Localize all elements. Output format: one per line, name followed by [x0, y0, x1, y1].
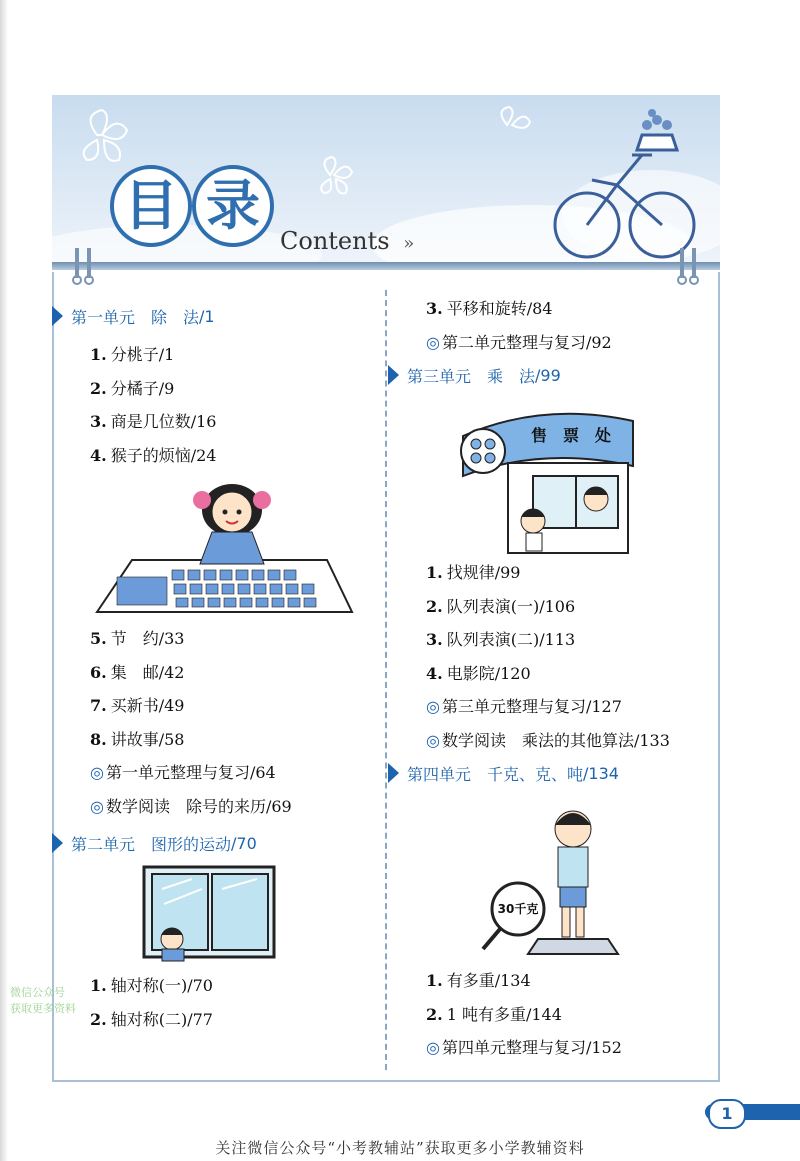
- entry-text: 1 吨有多重/144: [446, 1004, 562, 1024]
- entry-text: 数学阅读 乘法的其他算法/133: [441, 730, 670, 750]
- entry-number: 1.: [90, 345, 107, 364]
- entry-number: 1.: [426, 563, 443, 582]
- toc-entry[interactable]: [52, 439, 382, 473]
- ticket-office-illustration: [388, 391, 718, 556]
- toc-entry[interactable]: [52, 1003, 382, 1037]
- double-circle-icon: ◎: [426, 1038, 440, 1057]
- column-divider: [385, 290, 387, 1070]
- toc-entry[interactable]: [52, 405, 382, 439]
- girl-icon: [52, 472, 382, 622]
- toc-entry[interactable]: [52, 689, 382, 723]
- arrow-icon: [52, 306, 63, 326]
- arrow-icon: [388, 365, 399, 385]
- entry-number: 2.: [426, 1004, 443, 1024]
- entry-text: 买新书/49: [110, 696, 185, 715]
- entry-text: 第四单元整理与复习/152: [441, 1038, 622, 1057]
- entry-text: 第二单元整理与复习/92: [441, 332, 612, 352]
- entry-text: 平移和旋转/84: [446, 299, 553, 318]
- entry-text: 轴对称(二)/77: [110, 1009, 213, 1029]
- contents-subtitle: [280, 227, 414, 255]
- entry-number: 2.: [90, 1009, 107, 1029]
- toc-entry[interactable]: [388, 998, 718, 1032]
- toc-entry[interactable]: [388, 657, 718, 691]
- entry-number: 6.: [90, 662, 107, 682]
- entry-text: 电影院/120: [446, 663, 531, 683]
- entry-number: 4.: [426, 663, 443, 683]
- toc-entry[interactable]: [52, 372, 382, 406]
- entry-text: 轴对称(一)/70: [110, 976, 213, 995]
- toc-entry[interactable]: [52, 723, 382, 757]
- toc-entry[interactable]: [388, 292, 718, 326]
- entry-text: 分橘子/9: [110, 378, 175, 398]
- double-circle-icon: ◎: [426, 697, 440, 716]
- toc-entry[interactable]: [388, 623, 718, 657]
- boy-on-scale-illustration: [388, 789, 718, 964]
- toc-review-entry[interactable]: [52, 756, 382, 790]
- arrow-icon: [52, 833, 63, 853]
- header-banner: [52, 95, 720, 265]
- watermark-line: 微信公众号: [10, 986, 65, 999]
- double-circle-icon: ◎: [90, 796, 104, 816]
- entry-number: 7.: [90, 696, 107, 715]
- toc-entry[interactable]: [52, 338, 382, 372]
- ticket-office-sign: 售 票 处: [530, 426, 611, 445]
- toc-entry[interactable]: [388, 556, 718, 590]
- entry-text: 数学阅读 除号的来历/69: [105, 796, 292, 816]
- toc-entry[interactable]: [52, 656, 382, 690]
- unit-page: /99: [535, 365, 561, 385]
- unit-heading-1[interactable]: [52, 300, 382, 332]
- unit-heading-4[interactable]: [388, 757, 718, 789]
- entry-text: 队列表演(二)/113: [446, 630, 576, 649]
- unit-label: 第二单元 图形的运动: [71, 834, 232, 854]
- unit-page: /70: [231, 833, 257, 853]
- window-boy-illustration: [52, 859, 382, 969]
- left-column: [52, 300, 382, 1036]
- ticket-office-icon: [388, 391, 718, 556]
- toc-entry[interactable]: [52, 622, 382, 656]
- entry-number: 8.: [90, 729, 107, 749]
- watermark: [10, 985, 76, 1017]
- toc-entry[interactable]: [388, 590, 718, 624]
- toc-review-entry[interactable]: [52, 790, 382, 824]
- entry-number: 2.: [90, 378, 107, 398]
- entry-text: 节 约/33: [110, 629, 185, 648]
- double-circle-icon: ◎: [90, 763, 104, 782]
- title-char-mu: 目: [110, 165, 192, 247]
- entry-text: 找规律/99: [446, 563, 521, 582]
- footer-note: 关注微信公众号“小考教辅站”获取更多小学教辅资料: [215, 1139, 585, 1157]
- toc-review-entry[interactable]: [388, 690, 718, 724]
- girl-with-stamps-illustration: [52, 472, 382, 622]
- unit-label: 第三单元 乘 法: [407, 366, 536, 386]
- toc-review-entry[interactable]: [388, 326, 718, 360]
- unit-label: 第一单元 除 法: [71, 307, 200, 327]
- scale-reading-label: 30千克: [497, 902, 539, 916]
- boy-on-scale-icon: [388, 789, 718, 964]
- entry-number: 1.: [426, 971, 443, 990]
- entry-text: 分桃子/1: [110, 345, 175, 364]
- contents-label: Contents: [280, 227, 390, 255]
- entry-number: 5.: [90, 629, 107, 648]
- entry-number: 4.: [90, 445, 107, 465]
- double-circle-icon: ◎: [426, 332, 440, 352]
- page-edge: [0, 0, 8, 1161]
- unit-heading-2[interactable]: [52, 827, 382, 859]
- entry-text: 猴子的烦恼/24: [110, 445, 217, 465]
- window-icon: [52, 859, 382, 969]
- watermark-line: 获取更多资料: [10, 1002, 76, 1015]
- arrow-icon: [388, 763, 399, 783]
- entry-text: 讲故事/58: [110, 729, 185, 749]
- entry-number: 2.: [426, 596, 443, 616]
- entry-text: 第三单元整理与复习/127: [441, 697, 622, 716]
- entry-text: 集 邮/42: [110, 662, 185, 682]
- unit-page: /134: [583, 763, 619, 783]
- page-number: 1: [708, 1099, 746, 1129]
- entry-text: 有多重/134: [446, 971, 531, 990]
- toc-entry[interactable]: [388, 964, 718, 998]
- butterfly-icon: [84, 110, 127, 161]
- unit-label: 第四单元 千克、克、吨: [407, 764, 584, 784]
- double-chevron-icon: »: [403, 233, 415, 254]
- right-column: [388, 292, 718, 1065]
- entry-number: 3.: [90, 412, 107, 431]
- entry-number: 1.: [90, 976, 107, 995]
- title-char-lu: 录: [192, 165, 274, 247]
- entry-number: 3.: [426, 299, 443, 318]
- entry-number: 3.: [426, 630, 443, 649]
- banner-divider: [52, 262, 720, 270]
- unit-page: /1: [199, 306, 215, 326]
- unit-heading-3[interactable]: [388, 359, 718, 391]
- toc-entry[interactable]: [52, 969, 382, 1003]
- toc-review-entry[interactable]: [388, 724, 718, 758]
- entry-text: 商是几位数/16: [110, 412, 217, 431]
- double-circle-icon: ◎: [426, 730, 440, 750]
- entry-text: 队列表演(一)/106: [446, 596, 576, 616]
- entry-text: 第一单元整理与复习/64: [105, 763, 276, 782]
- toc-review-entry[interactable]: [388, 1031, 718, 1065]
